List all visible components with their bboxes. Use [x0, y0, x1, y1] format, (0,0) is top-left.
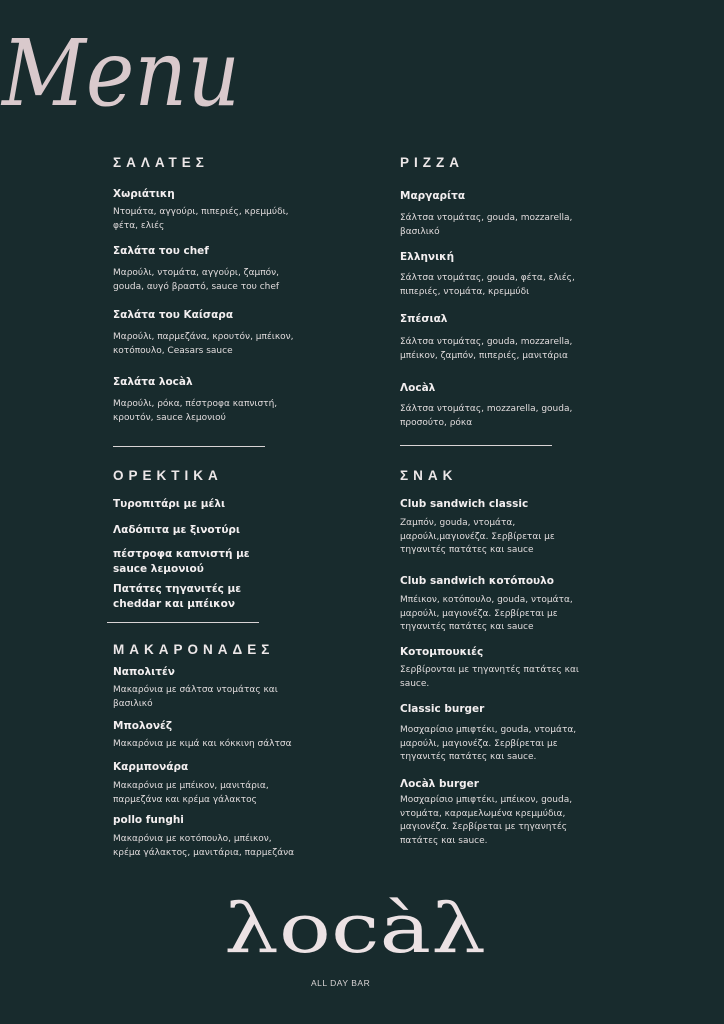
menu-title-text: Menu [0, 20, 240, 127]
pizza-item-desc: Σάλτσα ντομάτας, gouda, mozzarella, βασιλικό [400, 213, 573, 237]
section-title-appetizers: ΟΡΕΚΤΙΚΑ [113, 468, 223, 483]
section-divider [107, 622, 259, 623]
pasta-item-desc: Μακαρόνια με μπέικον, μανιτάρια, παρμεζάνα και κρέμα γάλακτος [113, 781, 269, 805]
appetizer-item: πέστροφα καπνιστή με sauce λεμονιού [113, 548, 250, 575]
salad-item-desc: Ντομάτα, αγγούρι, πιπεριές, κρεμμύδι, φέτα, ελιές [113, 207, 289, 231]
snack-item-desc: Μπέικον, κοτόπουλο, gouda, ντομάτα, μαρούλι, μαγιονέζα. Σερβίρεται με τηγανιτές πατάτες και sauce [400, 595, 573, 632]
brand-logo [220, 890, 490, 970]
salad-item-desc: Μαρούλι, παρμεζάνα, κρουτόν, μπέικον, κοτόπουλο, Ceasars sauce [113, 332, 294, 356]
pizza-item-desc: Σάλτσα ντομάτας, gouda, mozzarella, μπέικον, ζαμπόν, πιπεριές, μανιτάρια [400, 337, 573, 361]
salad-item-name: Χωριάτικη [113, 188, 175, 200]
salad-item-name: Σαλάτα του chef [113, 245, 209, 257]
pizza-item-name: Μαργαρίτα [400, 190, 466, 202]
pasta-item-desc: Μακαρόνια με κοτόπουλο, μπέικον, κρέμα γάλακτος, μανιτάρια, παρμεζάνα [113, 834, 295, 858]
snack-item-name: Club sandwich κοτόπουλο [400, 575, 554, 587]
section-divider [113, 446, 265, 447]
appetizer-item: Πατάτες τηγανιτές με cheddar και μπέικον [113, 583, 242, 610]
pasta-item-name: Καρμπονάρα [113, 761, 189, 773]
pizza-item-desc: Σάλτσα ντομάτας, mozzarella, gouda, προσούτο, ρόκα [400, 404, 573, 428]
appetizer-item: Τυροπιτάρι με μέλι [113, 498, 226, 510]
section-divider [400, 445, 552, 446]
appetizer-item: Λαδόπιτα με ξινοτύρι [113, 524, 241, 536]
pasta-item-desc: Μακαρόνια με σάλτσα ντομάτας και βασιλικό [113, 685, 278, 709]
brand-tagline: ALL DAY BAR [311, 978, 371, 988]
section-title-pasta: ΜΑΚΑΡΟΝΑΔΕΣ [113, 642, 275, 657]
snack-item-desc: Μοσχαρίσιο μπιφτέκι, μπέικον, gouda, ντομάτα, καραμελωμένα κρεμμύδια, μαγιονέζα. Σερβίρεται με τηγανητές πατάτες και sauce. [400, 795, 573, 846]
brand-logo-text: λοcàλ [224, 890, 486, 969]
snack-item-name: Club sandwich classic [400, 498, 529, 510]
section-title-snacks: ΣΝΑΚ [400, 468, 458, 483]
pizza-item-name: Λοcàλ [400, 382, 436, 394]
menu-title [0, 0, 250, 130]
pizza-item-desc: Σάλτσα ντομάτας, gouda, φέτα, ελιές, πιπεριές, ντομάτα, κρεμμύδι [400, 273, 575, 297]
pizza-item-name: Ελληνική [400, 251, 455, 263]
pasta-item-name: pollo funghi [113, 814, 184, 826]
snack-item-name: Classic burger [400, 703, 485, 715]
pasta-item-name: Μπολονέζ [113, 720, 173, 732]
salad-item-desc: Μαρούλι, ντομάτα, αγγούρι, ζαμπόν, gouda, αυγό βραστό, sauce του chef [113, 268, 280, 292]
snack-item-name: Κοτομπουκιές [400, 646, 484, 658]
salad-item-name: Σαλάτα λοcàλ [113, 376, 193, 388]
snack-item-desc: Μοσχαρίσιο μπιφτέκι, gouda, ντομάτα, μαρούλι, μαγιονέζα. Σερβίρεται με τηγανιτές πατάτες και sauce. [400, 725, 577, 762]
section-title-salads: ΣΑΛΑΤΕΣ [113, 155, 209, 170]
pasta-item-desc: Μακαρόνια με κιμά και κόκκινη σάλτσα [113, 739, 292, 749]
salad-item-name: Σαλάτα του Καίσαρα [113, 309, 234, 321]
salad-item-desc: Μαρούλι, ρόκα, πέστροφα καπνιστή, κρουτόν, sauce λεμονιού [113, 399, 278, 423]
section-title-pizza: PIZZA [400, 155, 464, 170]
snack-item-desc: Ζαμπόν, gouda, ντομάτα, μαρούλι,μαγιονέζα. Σερβίρεται με τηγανιτές πατάτες και sauce [400, 518, 555, 555]
snack-item-name: Λοcàλ burger [400, 778, 479, 790]
pasta-item-name: Ναπολιτέν [113, 666, 175, 678]
pizza-item-name: Σπέσιαλ [400, 313, 448, 325]
snack-item-desc: Σερβίρονται με τηγανητές πατάτες και sauce. [400, 665, 579, 689]
